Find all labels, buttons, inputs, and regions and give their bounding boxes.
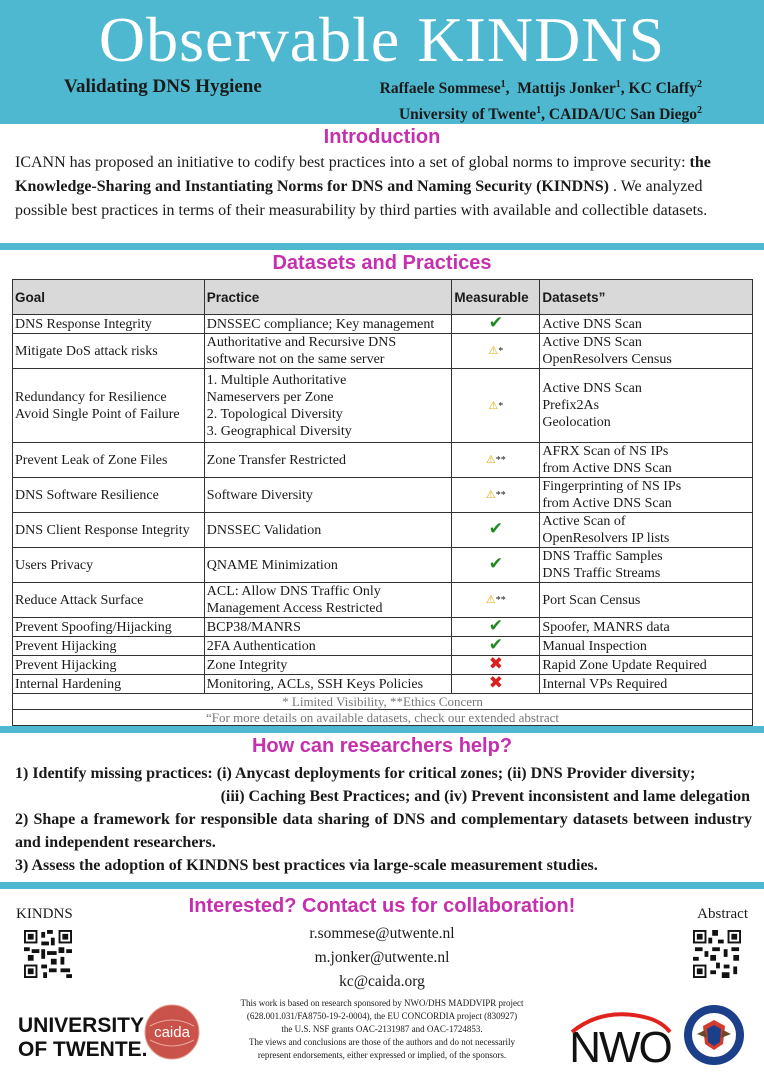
practice-cell (204, 548, 452, 583)
table-row (13, 637, 753, 656)
university-of-twente-logo (18, 1014, 148, 1062)
goal-cell-line: DNS Software Resilience (15, 487, 159, 503)
practice-cell-line: Management Access Restricted (206, 601, 383, 616)
goal-cell-line: Avoid Single Point of Failure (15, 406, 180, 422)
contact-heading: Interested? Contact us for collaboration! (188, 895, 576, 917)
funding-line: (628.001.031/FA8750-19-2-0004), the EU CONCORDIA project (830927) (246, 1011, 518, 1021)
dhs-seal-logo (683, 1004, 745, 1066)
practice-cell-line: 2FA Authentication (206, 638, 316, 654)
datasets-cell (540, 637, 753, 656)
funding-line: represent endorsements, either expressed or implied, of the sponsors. (257, 1050, 507, 1060)
funding-line: the U.S. NSF grants OAC-2131987 and OAC-1724853. (281, 1024, 483, 1034)
measurable-cell (452, 548, 540, 583)
author-line: Raffaele Sommese$^1$, Mattijs Jonker$^1$, KC Claffy$^2$ (379, 79, 702, 98)
check-icon: ✔ (488, 635, 503, 655)
col-datasets-header: Datasets” (540, 280, 753, 315)
caida-logo-text: caida (154, 1024, 190, 1041)
table-row (13, 675, 753, 694)
measurable-cell (452, 656, 540, 675)
measurable-cell (452, 637, 540, 656)
nwo-logo-text: NWO (569, 1023, 671, 1070)
practice-cell-line: DNSSEC Validation (206, 522, 322, 538)
datasets-cell-line: OpenResolvers Census (542, 352, 672, 367)
practice-cell-line: 1. Multiple Authoritative (206, 372, 347, 388)
datasets-cell-line: Rapid Zone Update Required (542, 657, 707, 673)
datasets-cell-line: Active Scan of (542, 514, 626, 529)
measurable-cell (452, 583, 540, 618)
help-item: 3) Assess the adoption of KINDNS best practices via large-scale measurement studies. (15, 857, 598, 874)
contact-emails (230, 922, 534, 994)
measurable-cell (452, 369, 540, 443)
help-item: 2) Shape a framework for responsible data sharing of DNS and complementary datasets between industry and independent researchers. (15, 811, 752, 851)
author-aff: 2 (697, 79, 702, 90)
table-footnote-row (13, 694, 753, 710)
datasets-cell-line: Active DNS Scan (542, 335, 642, 350)
datasets-cell-line: Internal VPs Required (542, 676, 668, 692)
intro-heading: Introduction (323, 126, 441, 148)
goal-cell (13, 637, 205, 656)
practice-cell (204, 334, 452, 369)
affiliation-aff: 1 (536, 105, 542, 117)
goal-cell (13, 656, 205, 675)
authors-block (380, 74, 702, 126)
practice-cell (204, 315, 452, 334)
cross-icon: ✖ (488, 673, 503, 693)
abstract-qr-code[interactable] (693, 930, 741, 978)
practice-cell (204, 583, 452, 618)
table-row (13, 548, 753, 583)
abstract-qr-label: Abstract (697, 906, 748, 922)
section-divider (0, 882, 764, 889)
funding-line: This work is based on research sponsored by NWO/DHS MADDVIPR project (240, 998, 524, 1008)
datasets-cell (540, 656, 753, 675)
measurable-note: * (498, 400, 504, 412)
datasets-cell-line: Fingerprinting of NS IPs (542, 479, 682, 494)
datasets-cell-line: from Active DNS Scan (542, 461, 672, 476)
table-footnote: “For more details on available datasets, check our extended abstract (13, 710, 753, 726)
warning-icon: ⚠ (485, 453, 496, 466)
caida-logo (144, 1004, 200, 1060)
author-name: Raffaele Sommese (379, 80, 501, 98)
practice-cell (204, 478, 452, 513)
measurable-cell (452, 675, 540, 694)
goal-cell-line: Redundancy for Resilience (15, 389, 167, 405)
warning-icon: ⚠ (485, 488, 496, 501)
measurable-note: ** (495, 595, 506, 606)
table-row (13, 478, 753, 513)
practice-cell-line: Software Diversity (206, 487, 313, 503)
goal-cell (13, 334, 205, 369)
table-header-row (13, 280, 753, 315)
section-divider (0, 726, 764, 733)
datasets-cell-line: Prefix2As (542, 398, 600, 413)
check-icon: ✔ (488, 313, 503, 333)
datasets-cell (540, 548, 753, 583)
goal-cell (13, 675, 205, 694)
table-row (13, 656, 753, 675)
author-aff: 1 (500, 79, 506, 90)
datasets-cell (540, 478, 753, 513)
practice-cell-line: ACL: Allow DNS Traffic Only (206, 584, 381, 599)
practice-cell-line: Zone Integrity (206, 657, 288, 673)
table-row (13, 513, 753, 548)
goal-cell (13, 478, 205, 513)
practice-cell (204, 369, 452, 443)
goal-cell (13, 548, 205, 583)
intro-text-bold: the Knowledge-Sharing and Instantiating Norms for DNS and Naming Security (KINDNS) (15, 154, 711, 195)
col-goal-header: Goal (13, 280, 205, 315)
practice-cell (204, 513, 452, 548)
goal-cell-line: Prevent Spoofing/Hijacking (15, 619, 172, 635)
goal-cell (13, 369, 205, 443)
datasets-cell-line: Active DNS Scan (542, 316, 642, 332)
author-name: Mattijs Jonker (517, 80, 616, 98)
warning-icon: ⚠ (488, 398, 499, 412)
practice-cell (204, 618, 452, 637)
goal-cell (13, 583, 205, 618)
table-row (13, 583, 753, 618)
practice-cell-line: Monitoring, ACLs, SSH Keys Policies (206, 676, 424, 692)
datasets-cell (540, 443, 753, 478)
table-footnote-row (13, 710, 753, 726)
measurable-cell (452, 443, 540, 478)
measurable-cell (452, 618, 540, 637)
table-row (13, 618, 753, 637)
kindns-qr-label: KINDNS (16, 906, 73, 922)
affiliation-name: CAIDA/UC San Diego (548, 106, 697, 124)
nwo-logo (564, 1010, 676, 1070)
practice-cell-line: Zone Transfer Restricted (206, 452, 346, 468)
table-row (13, 315, 753, 334)
goal-cell (13, 618, 205, 637)
funding-line: The views and conclusions are those of the authors and do not necessarily (249, 1037, 515, 1047)
practice-cell-line: 2. Topological Diversity (206, 406, 343, 422)
practice-cell-line: software not on the same server (206, 352, 385, 367)
datasets-cell-line: from Active DNS Scan (542, 496, 672, 511)
check-icon: ✔ (488, 616, 503, 636)
help-list (15, 762, 752, 877)
funding-notice (206, 997, 558, 1062)
practice-cell-line: QNAME Minimization (206, 557, 338, 573)
help-heading: How can researchers help? (251, 735, 513, 757)
intro-text-end: . We analyzed possible best practices in terms of their measurability by third parties with available and collectible datasets. (15, 178, 708, 219)
goal-cell-line: Prevent Hijacking (15, 657, 117, 673)
table-row (13, 443, 753, 478)
intro-text (15, 151, 755, 223)
table-row (13, 334, 753, 369)
intro-text-start: ICANN has proposed an initiative to codify best practices into a set of global norms to improve security: (15, 154, 690, 171)
warning-icon: ⚠ (488, 344, 499, 357)
practice-cell (204, 443, 452, 478)
ut-logo-line: OF TWENTE. (18, 1038, 148, 1061)
practices-table (12, 279, 753, 726)
datasets-cell-line: Spoofer, MANRS data (542, 619, 670, 635)
email-link[interactable]: r.sommese@utwente.nl (309, 925, 455, 942)
practice-cell-line: DNSSEC compliance; Key management (206, 316, 435, 332)
datasets-cell-line: Active DNS Scan (542, 381, 642, 396)
col-measurable-header: Measurable (452, 280, 540, 315)
affiliation-line: University of Twente$^1$, CAIDA/UC San Diego$^2$ (398, 105, 702, 124)
kindns-qr-code[interactable] (24, 930, 72, 978)
datasets-cell-line: OpenResolvers IP lists (542, 531, 670, 546)
measurable-note: ** (495, 490, 506, 501)
datasets-cell-line: Manual Inspection (542, 638, 647, 654)
check-icon: ✔ (488, 554, 503, 574)
datasets-cell-line: Geolocation (542, 415, 611, 430)
measurable-cell (452, 315, 540, 334)
goal-cell (13, 315, 205, 334)
practice-cell (204, 637, 452, 656)
goal-cell-line: DNS Client Response Integrity (15, 522, 190, 538)
email-link[interactable]: kc@caida.org (339, 973, 425, 990)
cross-icon: ✖ (488, 654, 503, 674)
datasets-cell (540, 513, 753, 548)
practice-cell-line: Nameservers per Zone (206, 389, 334, 405)
datasets-cell (540, 583, 753, 618)
poster-title: Observable KINDNS (98, 4, 666, 75)
ut-logo-line: UNIVERSITY (18, 1014, 145, 1037)
goal-cell-line: Prevent Leak of Zone Files (15, 452, 168, 468)
datasets-cell-line: Port Scan Census (542, 592, 641, 608)
goal-cell-line: DNS Response Integrity (15, 316, 152, 332)
practice-cell-line: BCP38/MANRS (206, 619, 301, 635)
author-name: KC Claffy (628, 80, 697, 98)
datasets-cell (540, 334, 753, 369)
measurable-cell (452, 334, 540, 369)
table-body (13, 315, 753, 694)
measurable-note: * (498, 346, 504, 357)
practice-cell-line: Authoritative and Recursive DNS (206, 335, 397, 350)
measurable-cell (452, 478, 540, 513)
poster-subtitle: Validating DNS Hygiene (64, 76, 262, 97)
check-icon: ✔ (488, 519, 503, 539)
email-link[interactable]: m.jonker@utwente.nl (314, 949, 450, 966)
measurable-note: ** (495, 455, 506, 466)
author-aff: 1 (615, 79, 621, 90)
goal-cell-line: Users Privacy (15, 557, 94, 573)
goal-cell-line: Internal Hardening (15, 676, 122, 692)
table-footnote: * Limited Visibility, **Ethics Concern (13, 694, 753, 710)
datasets-heading: Datasets and Practices (272, 252, 492, 274)
datasets-cell-line: DNS Traffic Samples (542, 549, 663, 564)
datasets-cell-line: DNS Traffic Streams (542, 566, 661, 581)
datasets-cell (540, 369, 753, 443)
goal-cell (13, 513, 205, 548)
goal-cell-line: Prevent Hijacking (15, 638, 117, 654)
warning-icon: ⚠ (485, 593, 496, 606)
practice-cell-line: 3. Geographical Diversity (206, 423, 352, 439)
help-item-continuation: (iii) Caching Best Practices; and (iv) Prevent inconsistent and lame delegation (220, 788, 750, 805)
col-practice-header: Practice (204, 280, 452, 315)
affiliation-aff: 2 (697, 105, 702, 117)
datasets-cell-line: AFRX Scan of NS IPs (542, 444, 669, 459)
practice-cell (204, 656, 452, 675)
datasets-cell (540, 675, 753, 694)
section-divider (0, 243, 764, 250)
affiliation-name: University of Twente (398, 106, 537, 124)
practice-cell (204, 675, 452, 694)
datasets-cell (540, 618, 753, 637)
help-item: 1) Identify missing practices: (i) Anycast deployments for critical zones; (ii) DNS Provider diversity; (15, 765, 696, 782)
measurable-cell (452, 513, 540, 548)
datasets-cell (540, 315, 753, 334)
table-row (13, 369, 753, 443)
goal-cell-line: Mitigate DoS attack risks (15, 343, 158, 359)
goal-cell (13, 443, 205, 478)
goal-cell-line: Reduce Attack Surface (15, 592, 144, 608)
